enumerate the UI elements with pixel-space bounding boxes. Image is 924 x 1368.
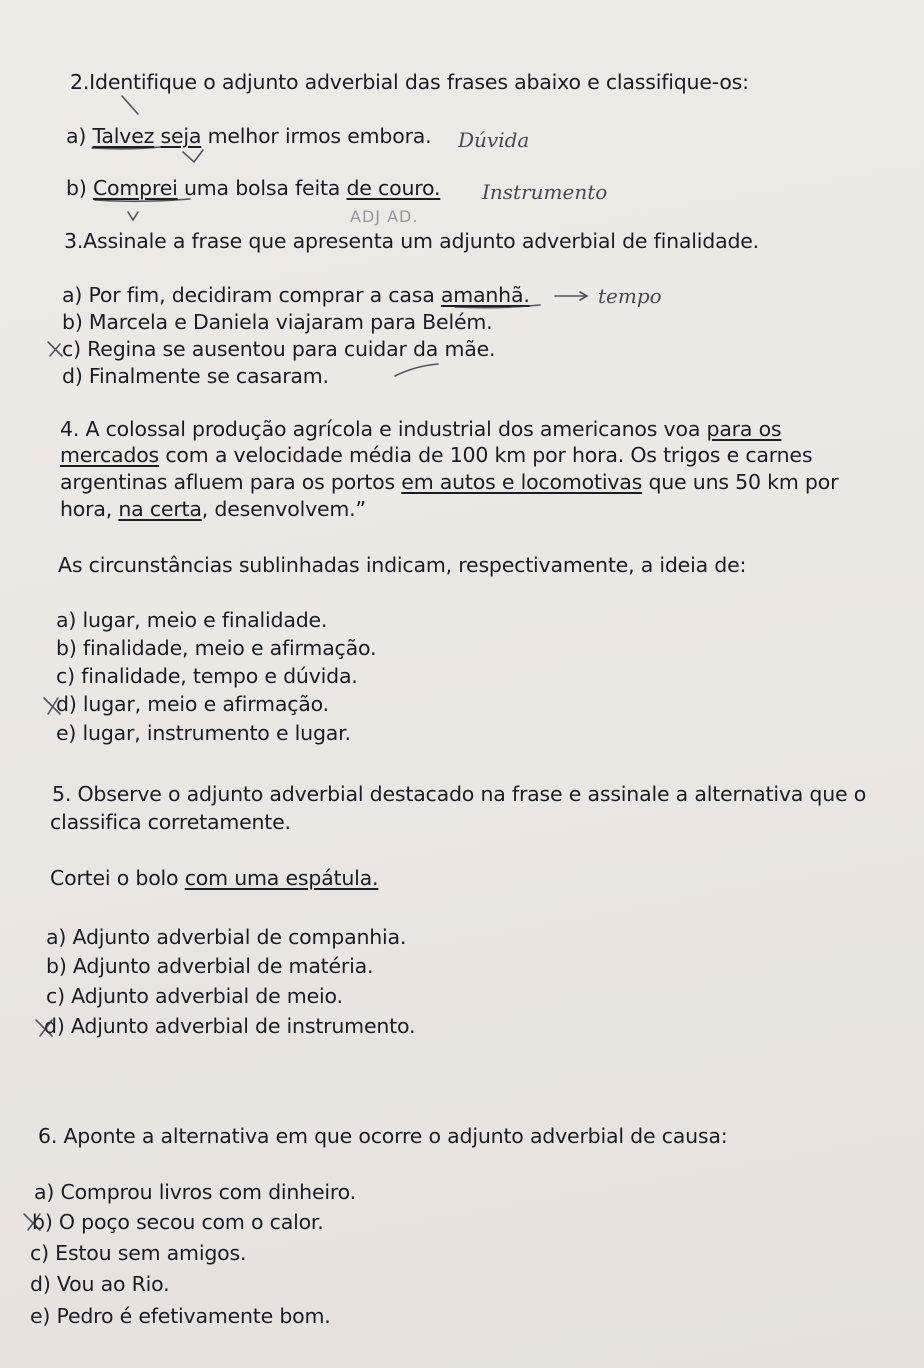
q2-a-underlined-1: Talvez xyxy=(92,124,155,148)
q4-l1-underlined: para os xyxy=(706,417,782,441)
q4-prompt: As circunstâncias sublinhadas indicam, respectivamente, a ideia de: xyxy=(58,553,747,577)
q5-option-a: a) Adjunto adverbial de companhia. xyxy=(46,925,407,949)
q3-arrow xyxy=(555,292,587,300)
q5-sentence-text: Cortei o bolo xyxy=(50,866,185,890)
q2-pen-check-b xyxy=(128,212,138,220)
q2-a-prefix: a) xyxy=(66,124,93,148)
q4-l3-text: argentinas afluem para os portos xyxy=(60,470,402,494)
q5-line-2: classifica corretamente. xyxy=(50,810,291,834)
q4-l4-rest: , desenvolvem.” xyxy=(201,497,366,521)
q3-a-handwritten-answer: tempo xyxy=(598,284,662,308)
q4-l4-text: hora, xyxy=(60,497,119,521)
q2-title: 2.Identifique o adjunto adverbial das frases abaixo e classifique-os: xyxy=(70,70,749,94)
q6-option-b: b) O poço secou com o calor. xyxy=(32,1210,324,1234)
q3-option-c: c) Regina se ausentou para cuidar da mãe. xyxy=(62,337,496,361)
q3-a-text: a) Por fim, decidiram comprar a casa xyxy=(62,283,441,307)
q4-line-3 xyxy=(60,470,838,494)
q4-line-4 xyxy=(60,497,366,521)
q2-b-prefix: b) xyxy=(66,176,93,200)
q2-option-b xyxy=(66,176,440,200)
q3-c-cross-mark xyxy=(48,342,62,356)
q5-line-1: 5. Observe o adjunto adverbial destacado na frase e assinale a alternativa que o xyxy=(52,782,867,806)
q2-pen-check xyxy=(183,150,203,162)
q2-a-underlined-2: seja xyxy=(160,124,202,148)
q6-option-c: c) Estou sem amigos. xyxy=(30,1241,247,1265)
q2-b-handwritten-answer: Instrumento xyxy=(482,180,608,204)
q2-pen-tick-top xyxy=(122,96,138,114)
q4-line-1 xyxy=(60,417,781,441)
q2-a-handwritten-answer: Dúvida xyxy=(458,128,530,152)
q5-sentence xyxy=(50,866,378,890)
q5-option-c: c) Adjunto adverbial de meio. xyxy=(46,984,343,1008)
q4-option-b: b) finalidade, meio e afirmação. xyxy=(56,636,377,660)
q3-option-d: d) Finalmente se casaram. xyxy=(62,364,329,388)
q4-option-e: e) lugar, instrumento e lugar. xyxy=(56,721,351,745)
q3-option-b: b) Marcela e Daniela viajaram para Belém. xyxy=(62,310,493,334)
q2-b-underlined-1: Comprei xyxy=(92,176,178,200)
q5-option-d: d) Adjunto adverbial de instrumento. xyxy=(44,1014,416,1038)
q4-l3-rest: que uns 50 km por xyxy=(642,470,839,494)
q4-l4-underlined: na certa xyxy=(118,497,202,521)
q2-a-rest: melhor irmos embora. xyxy=(201,124,432,148)
q6-option-d: d) Vou ao Rio. xyxy=(30,1272,170,1296)
q4-option-d: d) lugar, meio e afirmação. xyxy=(56,692,329,716)
q3-pen-curve xyxy=(395,364,438,376)
q4-l2-text: com a velocidade média de 100 km por hora. Os trigos e carnes xyxy=(159,443,813,467)
q4-l1-text: 4. A colossal produção agrícola e industrial dos americanos voa xyxy=(60,417,707,441)
q4-l3-underlined: em autos e locomotivas xyxy=(401,470,643,494)
q5-sentence-underlined: com uma espátula. xyxy=(184,866,379,890)
q2-option-a xyxy=(66,124,431,148)
q3-title: 3.Assinale a frase que apresenta um adjunto adverbial de finalidade. xyxy=(64,229,759,253)
q2-b-middle: uma bolsa feita xyxy=(177,176,347,200)
q3-option-a xyxy=(62,283,530,307)
q4-line-2 xyxy=(60,443,812,467)
q2-pencil-note: ADJ AD. xyxy=(350,207,419,226)
q2-b-underlined-2: de couro. xyxy=(346,176,441,200)
q6-option-e: e) Pedro é efetivamente bom. xyxy=(30,1304,331,1328)
q5-option-b: b) Adjunto adverbial de matéria. xyxy=(46,954,374,978)
q4-option-a: a) lugar, meio e finalidade. xyxy=(56,608,328,632)
q4-l2-underlined: mercados xyxy=(60,443,160,467)
q4-option-c: c) finalidade, tempo e dúvida. xyxy=(56,664,358,688)
q3-a-underlined: amanhã. xyxy=(440,283,530,307)
q6-option-a: a) Comprou livros com dinheiro. xyxy=(34,1180,356,1204)
q6-title: 6. Aponte a alternativa em que ocorre o adjunto adverbial de causa: xyxy=(38,1124,728,1148)
